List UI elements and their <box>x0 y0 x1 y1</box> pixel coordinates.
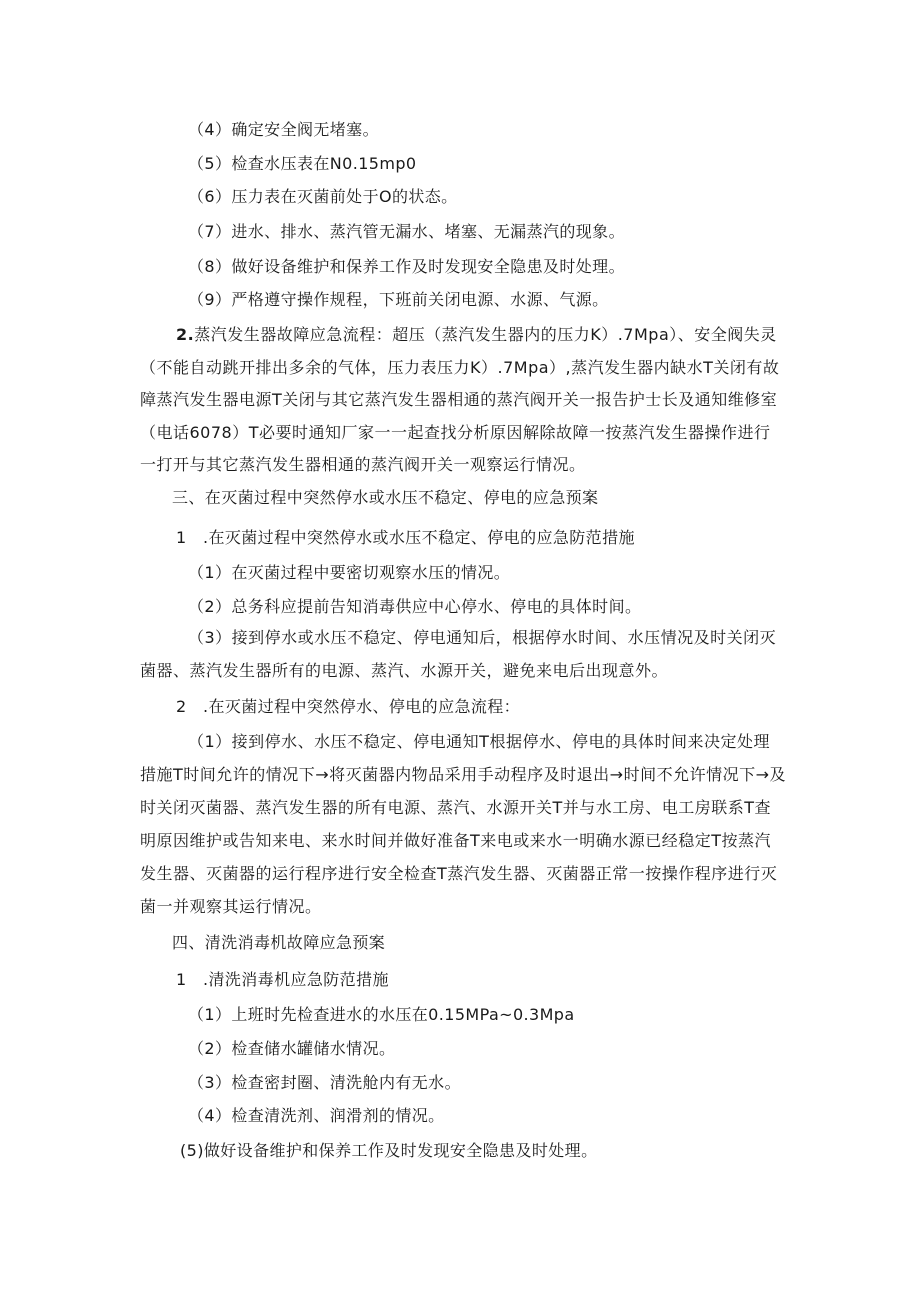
s1-item-8: （8）做好设备维护和保养工作及时发现安全隐患及时处理。 <box>188 257 625 276</box>
s4-item-3: （3）检查密封圈、清洗舱内有无水。 <box>188 1073 461 1092</box>
section4-title: 四、清洗消毒机故障应急预案 <box>172 933 386 952</box>
s1-item-6: （6）压力表在灭菌前处于O的状态。 <box>188 187 458 206</box>
s4-item-2: （2）检查储水罐储水情况。 <box>188 1039 396 1058</box>
s4-item-5: (5)做好设备维护和保养工作及时发现安全隐患及时处理。 <box>180 1141 598 1160</box>
s3-subheading-1: 1 .在灭菌过程中突然停水或水压不稳定、停电的应急防范措施 <box>176 528 635 547</box>
s1-item-9: （9）严格遵守操作规程，下班前关闭电源、水源、气源。 <box>188 290 609 309</box>
s1-item-4: （4）确定安全阀无堵塞。 <box>188 120 379 139</box>
s3-flow-paragraph: （1）接到停水、水压不稳定、停电通知T根据停水、停电的具体时间来决定处理措施T时间允许的情况下→将灭菌器内物品采用手动程序及时退出→时间不允许情况下→及时关闭灭菌器、蒸汽发生器的所有电源、蒸汽、水源开关T并与水工房、电工房联系T查明原因维护或告知来电、来水时间并做好准备T来电或来水一明确水源已经稳定T按蒸汽发生器、灭菌器的运行程序进行安全检查T蒸汽发生器、灭菌器正常一按操作程序进行灭菌一并观察其运行情况。 <box>140 732 786 916</box>
s4-item-1: （1）上班时先检查进水的水压在0.15MPa~0.3Mpa <box>188 1005 575 1024</box>
s3-subheading-2: 2 .在灭菌过程中突然停水、停电的应急流程： <box>176 697 521 716</box>
section3-title: 三、在灭菌过程中突然停水或水压不稳定、停电的应急预案 <box>172 488 599 507</box>
s3-item-1: （1）在灭菌过程中要密切观察水压的情况。 <box>188 563 511 582</box>
s3-item-2: （2）总务科应提前告知消毒供应中心停水、停电的具体时间。 <box>188 597 642 616</box>
s4-subheading-1: 1 .清洗消毒机应急防范措施 <box>176 970 389 989</box>
steam-fault-text: 蒸汽发生器故障应急流程：超压（蒸汽发生器内的压力K）.7Mpa）、安全阀失灵（不能自动跳开排出多余的气体，压力表压力K）.7Mpa）,蒸汽发生器内缺水T关闭有故障蒸汽发生器电源T关闭与其它蒸汽发生器相通的蒸汽阀开关一报告护士长及通知维修室（电话6078）T必要时通知厂家一一起查找分析原因解除故障一按蒸汽发生器操作进行一打开与其它蒸汽发生器相通的蒸汽阀开关一观察运行情况。 <box>140 325 780 475</box>
s3-item-3: （3）接到停水或水压不稳定、停电通知后，根据停水时间、水压情况及时关闭灭菌器、蒸汽发生器所有的电源、蒸汽、水源开关，避免来电后出现意外。 <box>140 628 777 680</box>
s4-item-4: （4）检查清洗剂、润滑剂的情况。 <box>188 1106 445 1125</box>
s1-item-7: （7）进水、排水、蒸汽管无漏水、堵塞、无漏蒸汽的现象。 <box>188 222 625 241</box>
steam-fault-paragraph <box>140 319 786 482</box>
s1-item-5: （5）检查水压表在N0.15mp0 <box>188 154 417 173</box>
steam-fault-number: 2. <box>176 325 195 344</box>
